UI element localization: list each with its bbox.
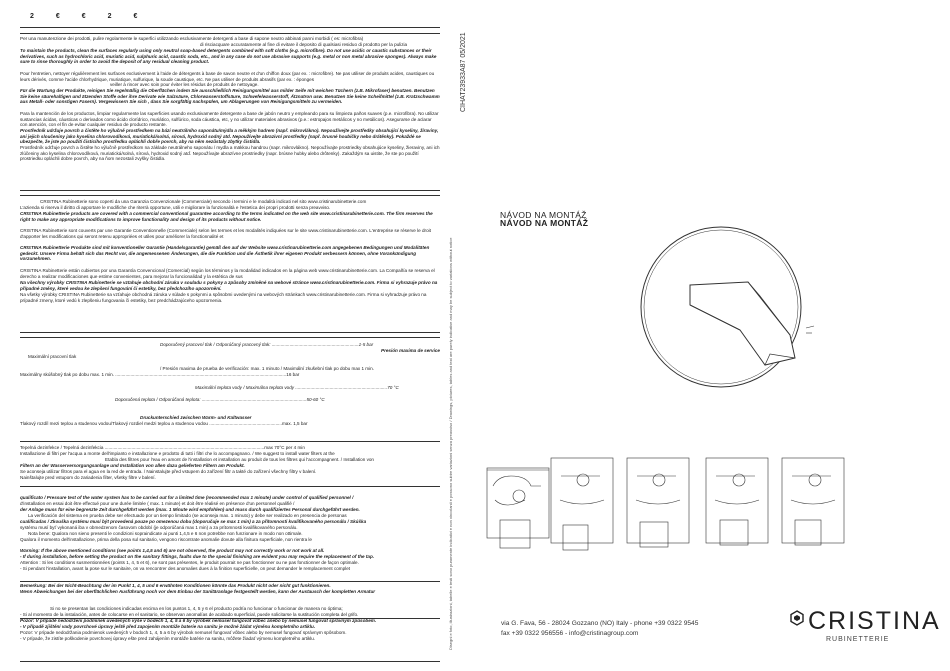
lang-code: € — [133, 13, 148, 20]
lang-code: € — [81, 13, 96, 20]
warning-line: qualificato / Pressure test of the water system has to be carried out for a limited time (recommended max 1 minute) under control of qualified personnel / — [20, 495, 354, 500]
maintenance-es: Para la mantención de los productos, limpiar regularmente las superficies usando exclusivamente detergente a base de jabón neutro y empleando para su limpieza paños suaves (p.e. microfibra). No utilizar sustancias ácidas, cáusticas o derivados como ácido clorídrico, muriático, sulfúrico, soda cáustica, etc, y no utilizar materiales abrasivos (p.e.: estropajos metálicos y no metálicos). Asegurarse de aclarar con atención, con el fin de evitar cualquier residuo de producto restante. — [20, 111, 439, 128]
guarantee-de: CRISTINA Rubinetterie Produkte sind mit konventioneller Garantie (Handelsgarantie) gemäß den auf der Website www.cristinarubinetterie.com angegebenen Bedingungen und Modalitäten gedeckt. Unsere Firma behält sich das Recht vor, die angemessenen Änderungen, die die Funktion und die Ästhetik ihrer eigenen Produkt verbessern können, ohne Vorankündigung vorzunehmen. — [20, 245, 430, 262]
guarantee-it-2: L'azienda si riserva il diritto di apportare le modifiche che riterrà opportune, utili e migliorare la funzionalità e l'estetica dei propri prodotti senza preavviso. — [20, 205, 331, 210]
install-filters-es: Se aconseja utilizar filtros para el agua en la red de entrada. / Nainstalujte před vstupem do zařízení filtr a takté do zařízení všechny filtry v balení. — [20, 469, 317, 474]
install-filters-de: Filtern an der Wasserversorgungsanlage und Installation von allen dazu gelieferten Filtern am Produkt. — [20, 463, 245, 468]
title-sk: NÁVOD NA MONTÁŽ — [500, 218, 589, 228]
contact-line: fax +39 0322 956556 - info@cristinagroup.com — [501, 629, 639, 637]
maintenance-it-2: di risciacquare accuratamente al fine di evitare il deposito di qualsiasi residuo di prodotto per la pulizia — [200, 42, 408, 47]
warning-line: Qualora il momento dell'installazione, prima della posa sul sanitario, vengono riscontrate anomalie dovute alla finitura superficiale, non rientra le — [20, 537, 312, 542]
maintenance-it: Per una manutenzione dei prodotti, pulire regolarmente le superfici utilizzando esclusivamente detergenti a base di sapone neutro abbinati panni morbidi ( es: microfibra) — [20, 36, 364, 41]
warning-line: Bemerkung: Bei der Nicht-Beachtung der im Punkt 1, 4, 5 und 6 erwähnten Konditionen könnte das Produkt nicht oder nicht gut funktionieren. — [20, 583, 331, 588]
lever-handle — [690, 282, 795, 365]
maintenance-cz: Prostředník udržuje povrch a čistěte ho výlučně prostředkem na bázi neutrálního saponátu/mýdla a měkkým hadrem (např. mikrovlákno). Nepoužívejte prostředky obsahující kyseliny, žíraviny, ani jejich sloučeniny jako kyselina chlorovodíková, muriatická/solná, sírová, hydroxid sodný atd. Nepoužívejte abrazivní prostředky (např. brusné houbičky nebo drátěnky). Pokaždé se ubezpečte, že jste po použití čisticího prostředku opláchli dobře povrch, aby na něm nezůstaly zbytky čistidla. — [20, 128, 439, 145]
warning-line: - V případě zjištění vady povrchové úpravy ještě před zapojením montáže baterie na sanitu je možné žádat výměnu kompletního artiklu. — [20, 624, 316, 629]
address-line: via G. Fava, 56 - 28024 Gozzano (NO) Italy - phone +39 0322 9545 — [501, 620, 699, 627]
document-code: CIHAT23933A87 05/2021 — [460, 32, 467, 112]
install-disinfection: Tepelná dezinfekce / Tepelná dezinfekcia .............................................................................................................................max 70°C per 4 min — [20, 445, 305, 450]
warning-line: d'installation en essai doit être effectué pour une durée limitée ( max. 1 minute) et doit être réalisé en présence d'un personnel qualifié / — [20, 501, 295, 506]
guarantee-es: CRISTINA Rubinetterie están cubiertos por una Garantía Convencional (Comercial) según los términos y la modalidad indicados en la página web www.cristinarubinetterie.com. La Compañía se reserva el derecho a realizar modificaciones que estime convenientes, para mejorar la funcionalidad y la estética de sus — [20, 268, 435, 279]
warning-line: Pozor: V prípade nedodržania podmienok uvedených v bodoch 1, 4, 5 a 6 by výrobok nemusel fungovať vôbec alebo by nemusel fungovať správnym spôsobom. — [20, 630, 347, 635]
warning-line: Attention : Si les conditions susmentionnées (points 1, 4, 5 et 6), ne sont pas présentes, le produit pourrait ne pas fonctionner ou ne pas fonctionner de façon optimale. — [20, 560, 359, 565]
title-cz: NÁVOD NA MONTÁŽ — [500, 210, 587, 220]
technical-views — [487, 458, 844, 550]
install-filters-sk: Nainštalujte pred vstupom do zariadenia filter, všetky filtre v balení. — [20, 475, 156, 480]
warning-line: - V prípade, že zistíte poškodenie povrchovej úpravy ešte pred zahájením montáže batérie na sanitu, môžete žiadať výmenu kompletného artiklu. — [20, 636, 316, 641]
install-filters-fr: Etabla des filtres pour l'eau en amont de l'installation et installation au produit de tous les filtres qui l'accompagnent. / Installation von — [105, 457, 374, 462]
guarantee-cz: Na všechny výrobky CRISTINA Rubinetterie se vztahuje obchodní záruka v souladu s pokyny a způsoby zmíněné na webové stránce www.cristinarubinetterie.com. Firma si vyhrazuje právo na případné změny, které vedou ke zlepšení fungování či estetiky, bez předchozího upozornění. — [20, 280, 438, 291]
maintenance-de: Für die Wartung der Produkte, reinigen Sie regelmäßig die Oberflächen indem Sie ausschließlich Reinigungsmittel aus milder Seife mit weichen Tüchern (z.B. Mikrofaser) benutzen. Benutzen Sie keine säurehaltigen und ätzenden Stoffe oder ihre Derivate wie Salzsäure, Chlorwasserstoffsäure, Schwefelwasserstoff, Ätznatron usw. Benutzen Sie keine Scheifmittel (z.B. Kratzschwamm aus Metall- oder sonstigen Fasern). Vergewissern Sie sich , dass Sie sorgfältig nachspülen, um Ablagerungen von Reinigungsmitteln zu vermeiden. — [20, 88, 440, 105]
install-filters-it: Installazione di filtri per l'acqua a monte dell'impianto e installazione e prodotto di tutti i filtri che lo accompagnano. / We suggest to install water filters at the — [20, 451, 335, 456]
spec-pressure-diff-de: Druckunterschied zwischen Warm- und Kaltwasser — [140, 415, 252, 420]
spec-max-temp: Maximální teplota vody / Maximálna teplota vody ........................................................................70 °C — [195, 385, 399, 390]
spec-working-pressure: Doporučený pracovní tlak / Odporúčaný pracovný tlak: ....................................................................1-5 bar — [160, 342, 374, 347]
lang-code: 2 — [107, 13, 122, 20]
maintenance-fr: Pour l'entretien, nettoyer régulièrement les surfaces exclusivement à l'aide de détergents à base de savon neutre et d'un chiffon doux (par ex. : microfibre). Ne pas utiliser de produits acides, caustiques ou leurs dérivés, comme l'acide chlorhydrique, muriatique, sulfurique, la soude caustique, etc. Ne pas utiliser de produits abrasifs (par ex. : éponges — [20, 71, 435, 82]
warning-line: Pozor: V případě nedodržení podmínek uvedených výše v bodech 1, 4, 5 a 6 by výrobek nemusel fungovat vůbec anebo by nemusel fungovat správným způsobem. — [20, 618, 377, 623]
guarantee-it: CRISTINA Rubinetterie sono coperti da una Garanzia Convenzionale (Commerciale) secondo i termini e le modalità indicati nel sito www.cristinarubinetterie.com — [40, 199, 367, 204]
guarantee-fr: CRISTINA Rubinetterie sont couverts par une Garantie Conventionnelle (Commerciale) selon les termes et les modalités indiquées sur le site www.cristinarubinetterie.com. L'entreprise se réserve le droit d'apporter les modifications qui seront retenu appropriées et utiles pour améliorer la fonctionnalité et — [20, 228, 431, 239]
warning-line: Warning: If the above mentioned conditions (see points 1,4,5 and 6) are not observed, the product may not correctly work or not work at all. — [20, 548, 325, 553]
brand-logo: CRISTINA — [808, 607, 941, 635]
disclaimer-text: Disegni e foto, illustrazioni, tabelle e testi sono puramente indicativi e non vincolanti e possono subire variazioni senza preavviso / Drawings, pictures, tables and text are purely indicative and may be subject to variations without notice — [448, 237, 453, 650]
maintenance-sk: Prostředník udržuje povrch a čistěte ho výlučně prostředkom na základe neutrálneho saponátu / mydla a mäkkou handrou (napr. mikrovlákno). Nepoužívajte prostriedky obsahujúce kyseliny, žieraviny, ani ich zlúčeniny ako kyselina chlorovodíková, muriatická/solná, sírová, hydroxid sodný atď. Nepoužívajte abrazívne prostriedky (napr. brúsne hubky alebo drôtenky). Zakaždým sa uistite, že ste po použití prostriedku opláchli dobre povrch, aby na ňom nezostali zvyšky čistidla. — [20, 145, 440, 162]
company-address — [501, 619, 698, 638]
spec-test-pressure-sk: Maximálny skúšobný tlak po dobu max. 1 min. ......................................................................................................................................16 bar — [20, 372, 300, 377]
brand-subtitle: RUBINETTERIE — [826, 636, 890, 643]
warning-line: der Anlage muss für eine begrenzte Zeit durchgeführt werden (max. 1 Minute wird empfohlen) und muss durch qualifiziertes Personal durchgeführt werden. — [20, 507, 360, 512]
warning-line: Wenn Abweichungen bei der oberflächlichen Ausführung noch vor dem Einbau der Sanitäranlage festgestellt werden, kann der Austausch der kompletten Armatur — [20, 589, 376, 594]
warning-line: La verificación del sistema en prueba debe ser efectuado por un tiempo limitado (se aconseja max. 1 minuto) y debe ser realizado en presencia de personas — [28, 513, 347, 518]
warning-line: Nota bene: Qualora non sieno presenti le condizioni sopraindicate ai punti 1,4,5 e 6 non potrebbe non funzionare in modo non ottimale. — [28, 531, 303, 536]
warning-line: systému musí byť vykonaná iba v obmedzenom časovom období (je odporúčaná max 1 min) a za prítomnosti kvalifikovaného personálu. — [20, 525, 298, 530]
warning-line: - If during installation, before setting the product on the sanitary fittings, faults due to the special finishing are evident you may require the replacement of the tap. — [20, 554, 375, 559]
warning-line: cualificadas / Zkouška systému musí být provedená pouze po omezenou dobu (doporučuje se max 1 min) a za přítomnosti kvalifikovaného personálu / Skúška — [20, 519, 367, 524]
maintenance-en: To maintain the products, clean the surfaces regularly using only neutral soap-based detergents combined with soft cloths (e.g. microfibre). Do not use acidic or caustic substances or their derivatives, such as hydrochloric acid, muriatic acid, sulphuric acid, caustic soda, etc., and in any case do not use abrasive supports (e.g. metal or non metal abrasive sponges). Always make sure to rinse thoroughly in order to avoid the deposit of any residual cleaning product. — [20, 48, 437, 65]
guarantee-en: CRISTINA Rubinetterie products are covered with a commercial conventional guarantee according to the terms indicated on the web site www.cristinarubinetterie.com. The firm reserves the right to make any appropriate modifications to improve functionality and design of its products without notice. — [20, 211, 433, 222]
lang-code: € — [55, 13, 70, 20]
spec-max-pressure-es: Presión maxima de service — [381, 348, 440, 353]
spec-pressure-diff: Tlakový rozdíl mezi teplou a studenou vodou/Tlakový rozdiel medzi teplou a studenou vodou .........................................................max. 1,5 bar — [20, 421, 308, 426]
guarantee-sk: Na všetky výrobky CRISTINA Rubinetterie sa vzťahuje obchodná záruka v súlade s pokynmi a spôsobmi uvedenými na webových stránkach www.cristinarubinetterie.com. Firma si vyhradzuje právo na prípadné zmeny, ktoré vedú k zlepšeniu fungovania či estetiky, bez predchádzajúceho upozornenia. — [20, 292, 427, 303]
warning-line: - Si pendant l'installation, avant la pose sur le sanitaire, on va rencontrer des anomalies dues à la finition superficielle, on peut demander le remplacement complet — [20, 566, 351, 571]
warning-line: Si no se presentan las condiciones indicadas encima en los puntos 1, 4, 5 y 6 el producto podría no funcionar o funcionar de manera no óptima; — [50, 606, 343, 611]
lang-code: 2 — [30, 13, 44, 20]
maintenance-fr-2: veiller à rincer avec soin pour éviter les résidus de produits de nettoyage. — [110, 82, 259, 87]
spec-max-pressure-cz: Maximální pracovní tlak — [28, 354, 77, 359]
warning-line: - Si al momento de la instalación, antes de colocarse en el sanitario, se observan anomalías de acabado superficial, puede solicitarse la sustitución completa del grifo. — [20, 612, 359, 617]
spec-test-pressure: / Presión maxima de prueba de verificación: max. 1 minuto / Maximální zkušební tlak po dobu max 1 min. — [160, 366, 374, 371]
brand-mark-icon — [790, 610, 804, 626]
spec-recommended-temp: Doporučená teplota / Odporúčaná teplota: ..................................................................................50-60 °C — [115, 397, 325, 402]
